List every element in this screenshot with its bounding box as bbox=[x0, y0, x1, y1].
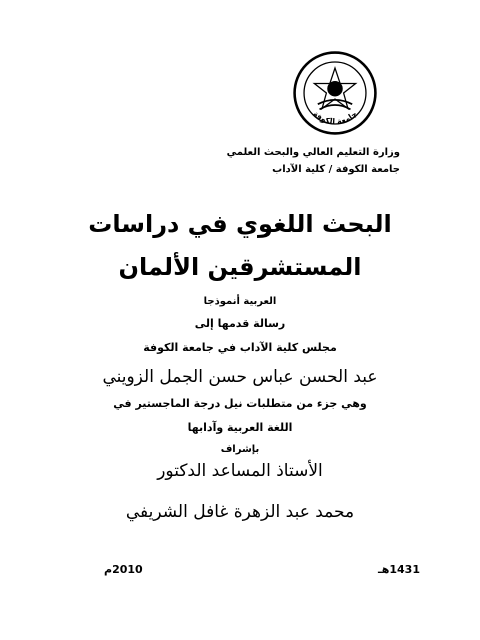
supervisor-name: محمد عبد الزهرة غافل الشريفي bbox=[125, 502, 355, 522]
university-seal-icon bbox=[292, 50, 378, 136]
department-name: اللغة العربية وآدابها bbox=[187, 421, 293, 434]
ministry-name: وزارة التعليم العالي والبحث العلمي bbox=[226, 147, 400, 158]
svg-text:جامعة الكوفة bbox=[311, 109, 358, 126]
council-name: مجلس كلية الآداب في جامعة الكوفة bbox=[143, 341, 337, 354]
subtitle: العربية أنموذجا bbox=[203, 296, 277, 307]
thesis-label: رسالة قدمها إلى bbox=[194, 317, 286, 330]
hijri-date: 1431هـ bbox=[377, 563, 420, 576]
degree-requirement: وهي جزء من متطلبات نيل درجة الماجستير في bbox=[113, 397, 367, 410]
university-college: جامعة الكوفة / كلية الآداب bbox=[272, 164, 400, 175]
gregorian-date: 2010م bbox=[104, 563, 143, 576]
title-line-1: البحث اللغوي في دراسات bbox=[88, 210, 392, 238]
supervision-label: بإشراف bbox=[220, 444, 260, 455]
supervisor-title: الأستاذ المساعد الدكتور bbox=[157, 461, 323, 481]
seal-text: جامعة الكوفة bbox=[311, 109, 359, 126]
author-name: عبد الحسن عباس حسن الجمل الزويني bbox=[102, 367, 378, 387]
title-line-2: المستشرقين الألمان bbox=[118, 253, 362, 281]
